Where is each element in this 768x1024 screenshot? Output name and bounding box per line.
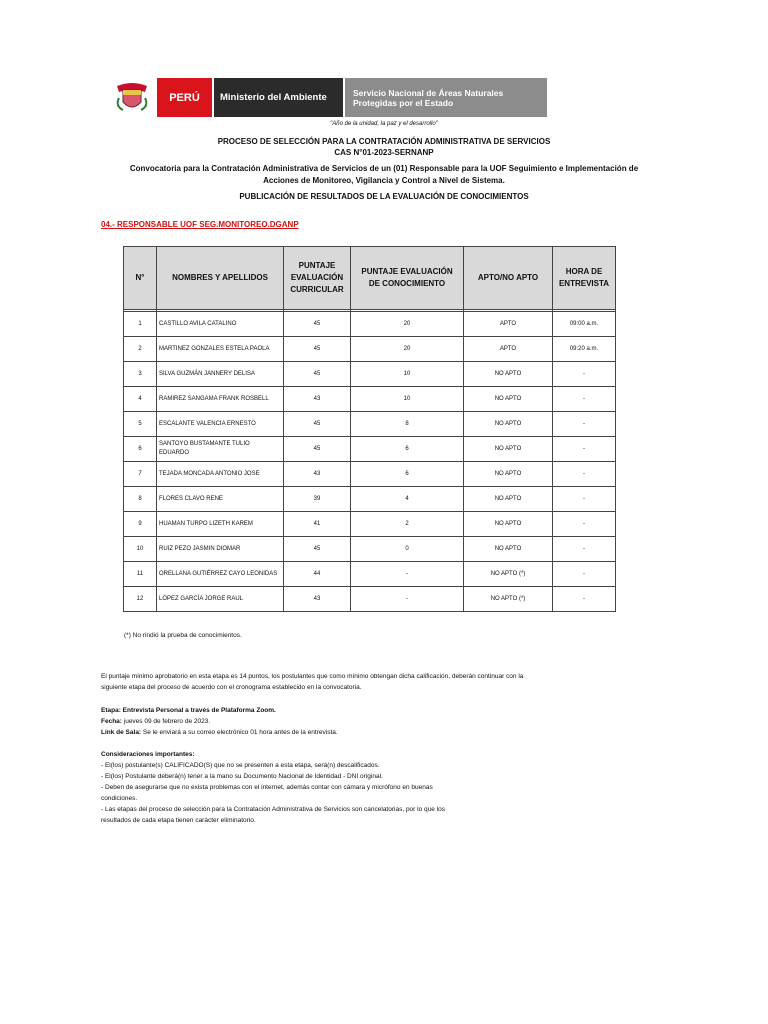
- cell-conocimiento: -: [351, 587, 464, 612]
- cell-apto: NO APTO: [464, 462, 553, 487]
- cell-conocimiento: 10: [351, 387, 464, 412]
- sernanp-line2: Protegidas por el Estado: [353, 97, 454, 108]
- table-row: [124, 512, 616, 537]
- cell-curricular: 43: [284, 462, 351, 487]
- header-hora-1: HORA DE: [565, 267, 603, 276]
- cell-curricular: 39: [284, 487, 351, 512]
- table-row: [124, 412, 616, 437]
- table-row: [124, 462, 616, 487]
- table-row: [124, 587, 616, 612]
- table-row: [124, 337, 616, 362]
- cell-curricular: 45: [284, 362, 351, 387]
- header-conocimiento: [351, 247, 464, 310]
- cell-hora: -: [553, 487, 616, 512]
- cell-apto: NO APTO: [464, 437, 553, 462]
- table-row: [124, 562, 616, 587]
- cell-apto: NO APTO: [464, 487, 553, 512]
- header-curricular: [284, 247, 351, 310]
- results-table: [123, 246, 616, 612]
- title-process: PROCESO DE SELECCIÓN PARA LA CONTRATACIÓN ADMINISTRATIVA DE SERVICIOS: [217, 137, 551, 146]
- consideracion-5: - Las etapas del proceso de selección para la Contratación Administrativa de Servicios son cancelatorias, por lo que los: [101, 806, 445, 813]
- cell-name: CASTILLO AVILA CATALINO: [157, 312, 284, 337]
- cell-n: 3: [124, 362, 157, 387]
- sernanp-line1: Servicio Nacional de Áreas Naturales: [353, 87, 504, 98]
- cell-n: 8: [124, 487, 157, 512]
- header-hora: [553, 247, 616, 310]
- cell-name: ESCALANTE VALENCIA ERNESTO: [157, 412, 284, 437]
- cell-name: FLORES CLAVO RENE: [157, 487, 284, 512]
- title-convocatoria-2: Acciones de Monitoreo, Vigilancia y Control a Nivel de Sistema.: [263, 176, 505, 185]
- etapa-block: [101, 705, 613, 738]
- cell-apto: NO APTO: [464, 537, 553, 562]
- cell-apto: NO APTO (*): [464, 587, 553, 612]
- fecha-value: jueves 09 de febrero de 2023.: [121, 718, 211, 725]
- cell-hora: -: [553, 412, 616, 437]
- header-curricular-3: CURRICULAR: [290, 285, 344, 294]
- cell-name: HUAMAN TURPO LIZETH KAREM: [157, 512, 284, 537]
- institution-header: [111, 78, 547, 117]
- table-body: [124, 310, 616, 612]
- cell-name: ORELLANA GUTIÉRREZ CAYO LEONIDAS: [157, 562, 284, 587]
- cell-apto: NO APTO: [464, 362, 553, 387]
- cell-conocimiento: 6: [351, 437, 464, 462]
- link-line: [101, 727, 613, 738]
- coat-of-arms-icon: [111, 78, 153, 117]
- cell-n: 10: [124, 537, 157, 562]
- consideraciones-title-line: [101, 749, 613, 760]
- cell-n: 7: [124, 462, 157, 487]
- consideracion-1: - El(los) postulante(s) CALIFICADO(S) que no se presenten a esta etapa, será(n) descalificados.: [101, 762, 380, 769]
- cell-apto: APTO: [464, 337, 553, 362]
- table-header-row: [124, 247, 616, 310]
- consideraciones-title: Consideraciones importantes:: [101, 751, 195, 758]
- header-name: NOMBRES Y APELLIDOS: [157, 247, 284, 310]
- peru-label: PERÚ: [157, 78, 212, 117]
- cell-curricular: 41: [284, 512, 351, 537]
- cell-n: 1: [124, 312, 157, 337]
- etapa-title-line: [101, 705, 613, 716]
- cell-n: 4: [124, 387, 157, 412]
- cell-name: MARTINEZ GONZALES ESTELA PAOLA: [157, 337, 284, 362]
- header-apto: APTO/NO APTO: [464, 247, 553, 310]
- table-row: [124, 537, 616, 562]
- header-hora-2: ENTREVISTA: [558, 279, 610, 288]
- consideraciones-block: [101, 749, 613, 826]
- cell-hora: 09:00 a.m.: [553, 312, 616, 337]
- cell-hora: -: [553, 562, 616, 587]
- cell-conocimiento: 20: [351, 312, 464, 337]
- cell-conocimiento: 6: [351, 462, 464, 487]
- cell-apto: NO APTO: [464, 512, 553, 537]
- cell-conocimiento: 10: [351, 362, 464, 387]
- paragraph-line-2: siguiente etapa del proceso de acuerdo con el cronograma establecido en la convocatoria.: [101, 684, 362, 691]
- section-title: 04.- RESPONSABLE UOF SEG.MONITOREO.DGANP: [101, 220, 299, 229]
- cell-conocimiento: -: [351, 562, 464, 587]
- link-value: Se le enviará a su correo electrónico 01 hora antes de la entrevista.: [141, 729, 338, 736]
- cell-name: SILVA GUZMÁN JANNERY DELISA: [157, 362, 284, 387]
- sernanp-label: [345, 78, 547, 117]
- consideracion-2: - El(los) Postulante deberá(n) tener a la mano su Documento Nacional de Identidad - DNI original.: [101, 773, 383, 780]
- cell-name: TEJADA MONCADA ANTONIO JOSE: [157, 462, 284, 487]
- table-row: [124, 387, 616, 412]
- table-row: [124, 362, 616, 387]
- cell-apto: NO APTO (*): [464, 562, 553, 587]
- cell-hora: -: [553, 537, 616, 562]
- cell-apto: APTO: [464, 312, 553, 337]
- header-curricular-2: EVALUACIÓN: [290, 273, 344, 282]
- table-row: [124, 437, 616, 462]
- etapa-title: Etapa: Entrevista Personal a través de Plataforma Zoom.: [101, 707, 276, 714]
- cell-conocimiento: 20: [351, 337, 464, 362]
- cell-curricular: 45: [284, 412, 351, 437]
- cell-name: LÓPEZ GARCÍA JORGE RAUL: [157, 587, 284, 612]
- fecha-label: Fecha:: [101, 718, 122, 725]
- table-row: [124, 312, 616, 337]
- footnote: (*) No rindió la prueba de conocimientos.: [124, 632, 242, 639]
- header-conocimiento-2: DE CONOCIMIENTO: [368, 279, 446, 288]
- consideracion-3: - Deben de asegurarse que no exista problemas con el internet, además contar con cámara y micrófono en buenas: [101, 784, 433, 791]
- cell-curricular: 45: [284, 437, 351, 462]
- fecha-line: [101, 716, 613, 727]
- cell-hora: -: [553, 387, 616, 412]
- cell-n: 5: [124, 412, 157, 437]
- cell-conocimiento: 2: [351, 512, 464, 537]
- cell-apto: NO APTO: [464, 387, 553, 412]
- header-curricular-1: PUNTAJE: [298, 261, 336, 270]
- cell-name: RUIZ PEZO JASMIN DIOMAR: [157, 537, 284, 562]
- cell-n: 9: [124, 512, 157, 537]
- consideracion-6: resultados de cada etapa tienen carácter eliminatorio.: [101, 817, 256, 824]
- header-n: N°: [124, 247, 157, 310]
- cell-hora: 09:20 a.m.: [553, 337, 616, 362]
- header-conocimiento-1: PUNTAJE EVALUACIÓN: [361, 267, 453, 276]
- cell-curricular: 43: [284, 387, 351, 412]
- cell-name: SANTOYO BUSTAMANTE TULIO EDUARDO: [157, 437, 284, 462]
- cell-conocimiento: 0: [351, 537, 464, 562]
- cell-n: 11: [124, 562, 157, 587]
- consideracion-4: condiciones.: [101, 795, 138, 802]
- table-row: [124, 487, 616, 512]
- cell-name: RAMIREZ SANGAMA FRANK ROSBELL: [157, 387, 284, 412]
- title-convocatoria-1: Convocatoria para la Contratación Administrativa de Servicios de un (01) Responsable para la UOF Seguimiento e Implementación de: [129, 164, 639, 173]
- cell-hora: -: [553, 362, 616, 387]
- cell-hora: -: [553, 437, 616, 462]
- cell-n: 12: [124, 587, 157, 612]
- cell-curricular: 45: [284, 337, 351, 362]
- cell-conocimiento: 4: [351, 487, 464, 512]
- cell-apto: NO APTO: [464, 412, 553, 437]
- ministerio-label: Ministerio del Ambiente: [214, 78, 343, 117]
- minimum-score-paragraph: [101, 671, 613, 693]
- link-label: Link de Sala:: [101, 729, 142, 736]
- cell-n: 6: [124, 437, 157, 462]
- paragraph-line-1: El puntaje mínimo aprobatorio en esta etapa es 14 puntos, los postulantes que como mínimo obtengan dicha calificación, deberán continuar con la: [101, 673, 524, 680]
- cell-curricular: 45: [284, 537, 351, 562]
- motto: "Año de la unidad, la paz y el desarrollo": [330, 121, 438, 127]
- cell-hora: -: [553, 462, 616, 487]
- cell-conocimiento: 8: [351, 412, 464, 437]
- title-cas: CAS N°01-2023-SERNANP: [334, 148, 434, 157]
- title-publicacion: PUBLICACIÓN DE RESULTADOS DE LA EVALUACIÓN DE CONOCIMIENTOS: [239, 192, 529, 201]
- cell-curricular: 44: [284, 562, 351, 587]
- cell-hora: -: [553, 512, 616, 537]
- cell-hora: -: [553, 587, 616, 612]
- cell-curricular: 43: [284, 587, 351, 612]
- cell-curricular: 45: [284, 312, 351, 337]
- cell-n: 2: [124, 337, 157, 362]
